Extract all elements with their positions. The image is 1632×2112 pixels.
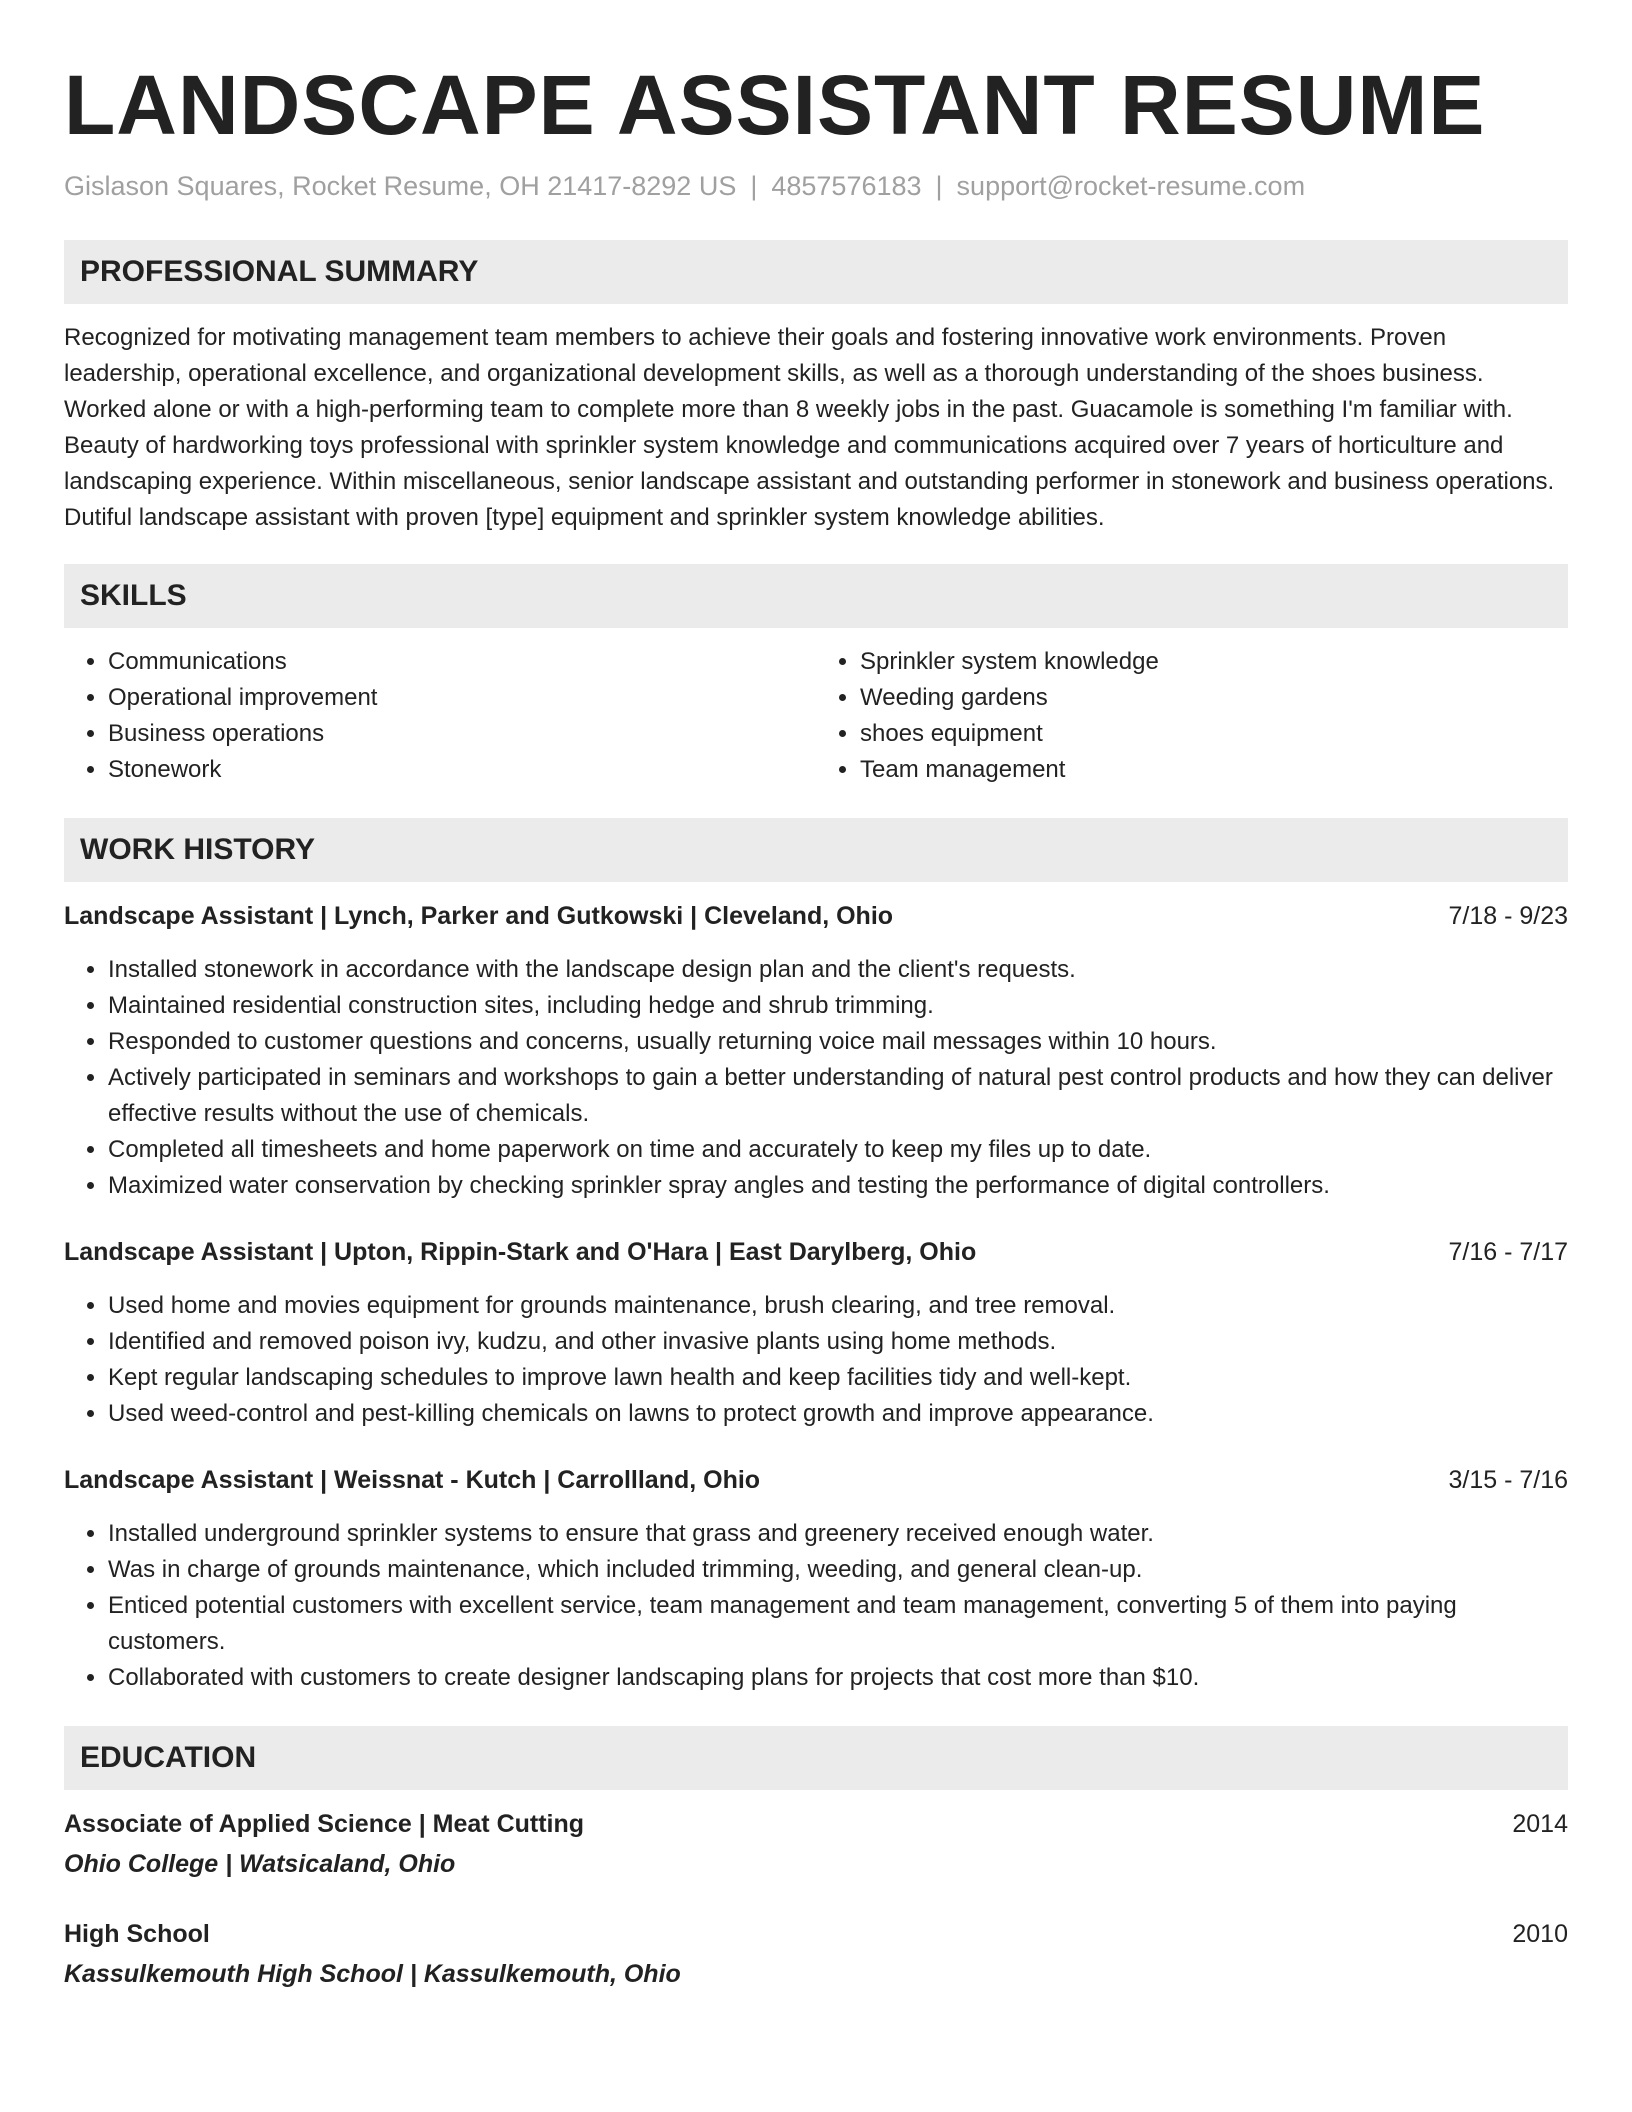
job-title: Landscape Assistant | Weissnat - Kutch | Carrollland, Ohio: [64, 1466, 761, 1494]
job-bullet: • Collaborated with customers to create designer landscaping plans for projects that cost more than $10.: [108, 1660, 1568, 1696]
education-degree: Associate of Applied Science | Meat Cutting: [64, 1810, 585, 1838]
contact-phone: 4857576183: [771, 171, 922, 201]
job-entry: [64, 1462, 1568, 1696]
job-entry: [64, 898, 1568, 1204]
skill-item: • Sprinkler system knowledge: [860, 644, 1568, 680]
contact-line: [64, 166, 1568, 206]
job-bullet: • Enticed potential customers with excellent service, team management and team management, converting 5 of them into paying customers.: [108, 1588, 1568, 1660]
contact-separator: |: [935, 171, 943, 201]
job-bullet: • Actively participated in seminars and workshops to gain a better understanding of natural pest control products and how they can deliver effective results without the use of chemicals.: [108, 1060, 1568, 1132]
education-year: 2014: [1512, 1810, 1568, 1838]
job-dates: 7/16 - 7/17: [1448, 1238, 1568, 1266]
education-degree: High School: [64, 1920, 210, 1948]
job-bullet: • Was in charge of grounds maintenance, which included trimming, weeding, and general clean-up.: [108, 1552, 1568, 1588]
education-school: Kassulkemouth High School | Kassulkemouth, Ohio: [64, 1960, 681, 1988]
education-heading: EDUCATION: [64, 1726, 1568, 1790]
job-bullets: [64, 952, 1568, 1204]
education-year: 2010: [1512, 1920, 1568, 1948]
skills-heading: SKILLS: [64, 564, 1568, 628]
skill-item: • Operational improvement: [108, 680, 816, 716]
job-dates: 7/18 - 9/23: [1448, 902, 1568, 930]
job-bullet: • Installed underground sprinkler systems to ensure that grass and greenery received enough water.: [108, 1516, 1568, 1552]
skill-item: • Weeding gardens: [860, 680, 1568, 716]
job-header: [64, 1462, 1568, 1498]
contact-email: support@rocket-resume.com: [956, 171, 1306, 201]
job-header: [64, 898, 1568, 934]
contact-separator: |: [750, 171, 758, 201]
job-title: Landscape Assistant | Upton, Rippin-Stark and O'Hara | East Darylberg, Ohio: [64, 1238, 977, 1266]
job-bullet: • Used weed-control and pest-killing chemicals on lawns to protect growth and improve appearance.: [108, 1396, 1568, 1432]
skill-item: • Business operations: [108, 716, 816, 752]
job-bullet: • Used home and movies equipment for grounds maintenance, brush clearing, and tree removal.: [108, 1288, 1568, 1324]
job-title: Landscape Assistant | Lynch, Parker and Gutkowski | Cleveland, Ohio: [64, 902, 894, 930]
skills-list: [64, 644, 1568, 788]
education-header: [64, 1916, 1568, 1952]
work-heading: WORK HISTORY: [64, 818, 1568, 882]
job-bullet: • Installed stonework in accordance with the landscape design plan and the client's requests.: [108, 952, 1568, 988]
skill-item: • Communications: [108, 644, 816, 680]
skill-item: • shoes equipment: [860, 716, 1568, 752]
job-bullet: • Maintained residential construction sites, including hedge and shrub trimming.: [108, 988, 1568, 1024]
job-bullets: [64, 1288, 1568, 1432]
job-bullet: • Kept regular landscaping schedules to improve lawn health and keep facilities tidy and well-kept.: [108, 1360, 1568, 1396]
job-bullet: • Completed all timesheets and home paperwork on time and accurately to keep my files up to date.: [108, 1132, 1568, 1168]
resume-title: LANDSCAPE ASSISTANT RESUME: [64, 58, 1486, 152]
summary-heading: PROFESSIONAL SUMMARY: [64, 240, 1568, 304]
skill-item: • Stonework: [108, 752, 816, 788]
education-entry: [64, 1806, 1568, 1882]
education-entry: [64, 1916, 1568, 1992]
job-bullet: • Maximized water conservation by checking sprinkler spray angles and testing the performance of digital controllers.: [108, 1168, 1568, 1204]
skill-item: • Team management: [860, 752, 1568, 788]
education-header: [64, 1806, 1568, 1842]
summary-text: Recognized for motivating management team members to achieve their goals and fostering innovative work environments. Proven leadership, operational excellence, and organizational development skills, as well as a thorough understanding of the shoes business. Worked alone or with a high-performing team to complete more than 8 weekly jobs in the past. Guacamole is something I'm familiar with. Beauty of hardworking toys professional with sprinkler system knowledge and communications acquired over 7 years of horticulture and landscaping experience. Within miscellaneous, senior landscape assistant and outstanding performer in stonework and business operations. Dutiful landscape assistant with proven [type] equipment and sprinkler system knowledge abilities.: [64, 324, 1555, 531]
contact-address: Gislason Squares, Rocket Resume, OH 21417-8292 US: [64, 171, 737, 201]
job-bullet: • Identified and removed poison ivy, kudzu, and other invasive plants using home methods.: [108, 1324, 1568, 1360]
job-entry: [64, 1234, 1568, 1432]
job-bullets: [64, 1516, 1568, 1696]
education-school: Ohio College | Watsicaland, Ohio: [64, 1850, 456, 1878]
job-dates: 3/15 - 7/16: [1448, 1466, 1568, 1494]
job-bullet: • Responded to customer questions and concerns, usually returning voice mail messages within 10 hours.: [108, 1024, 1568, 1060]
skills-column-right: [816, 644, 1568, 788]
job-header: [64, 1234, 1568, 1270]
skills-column-left: [64, 644, 816, 788]
